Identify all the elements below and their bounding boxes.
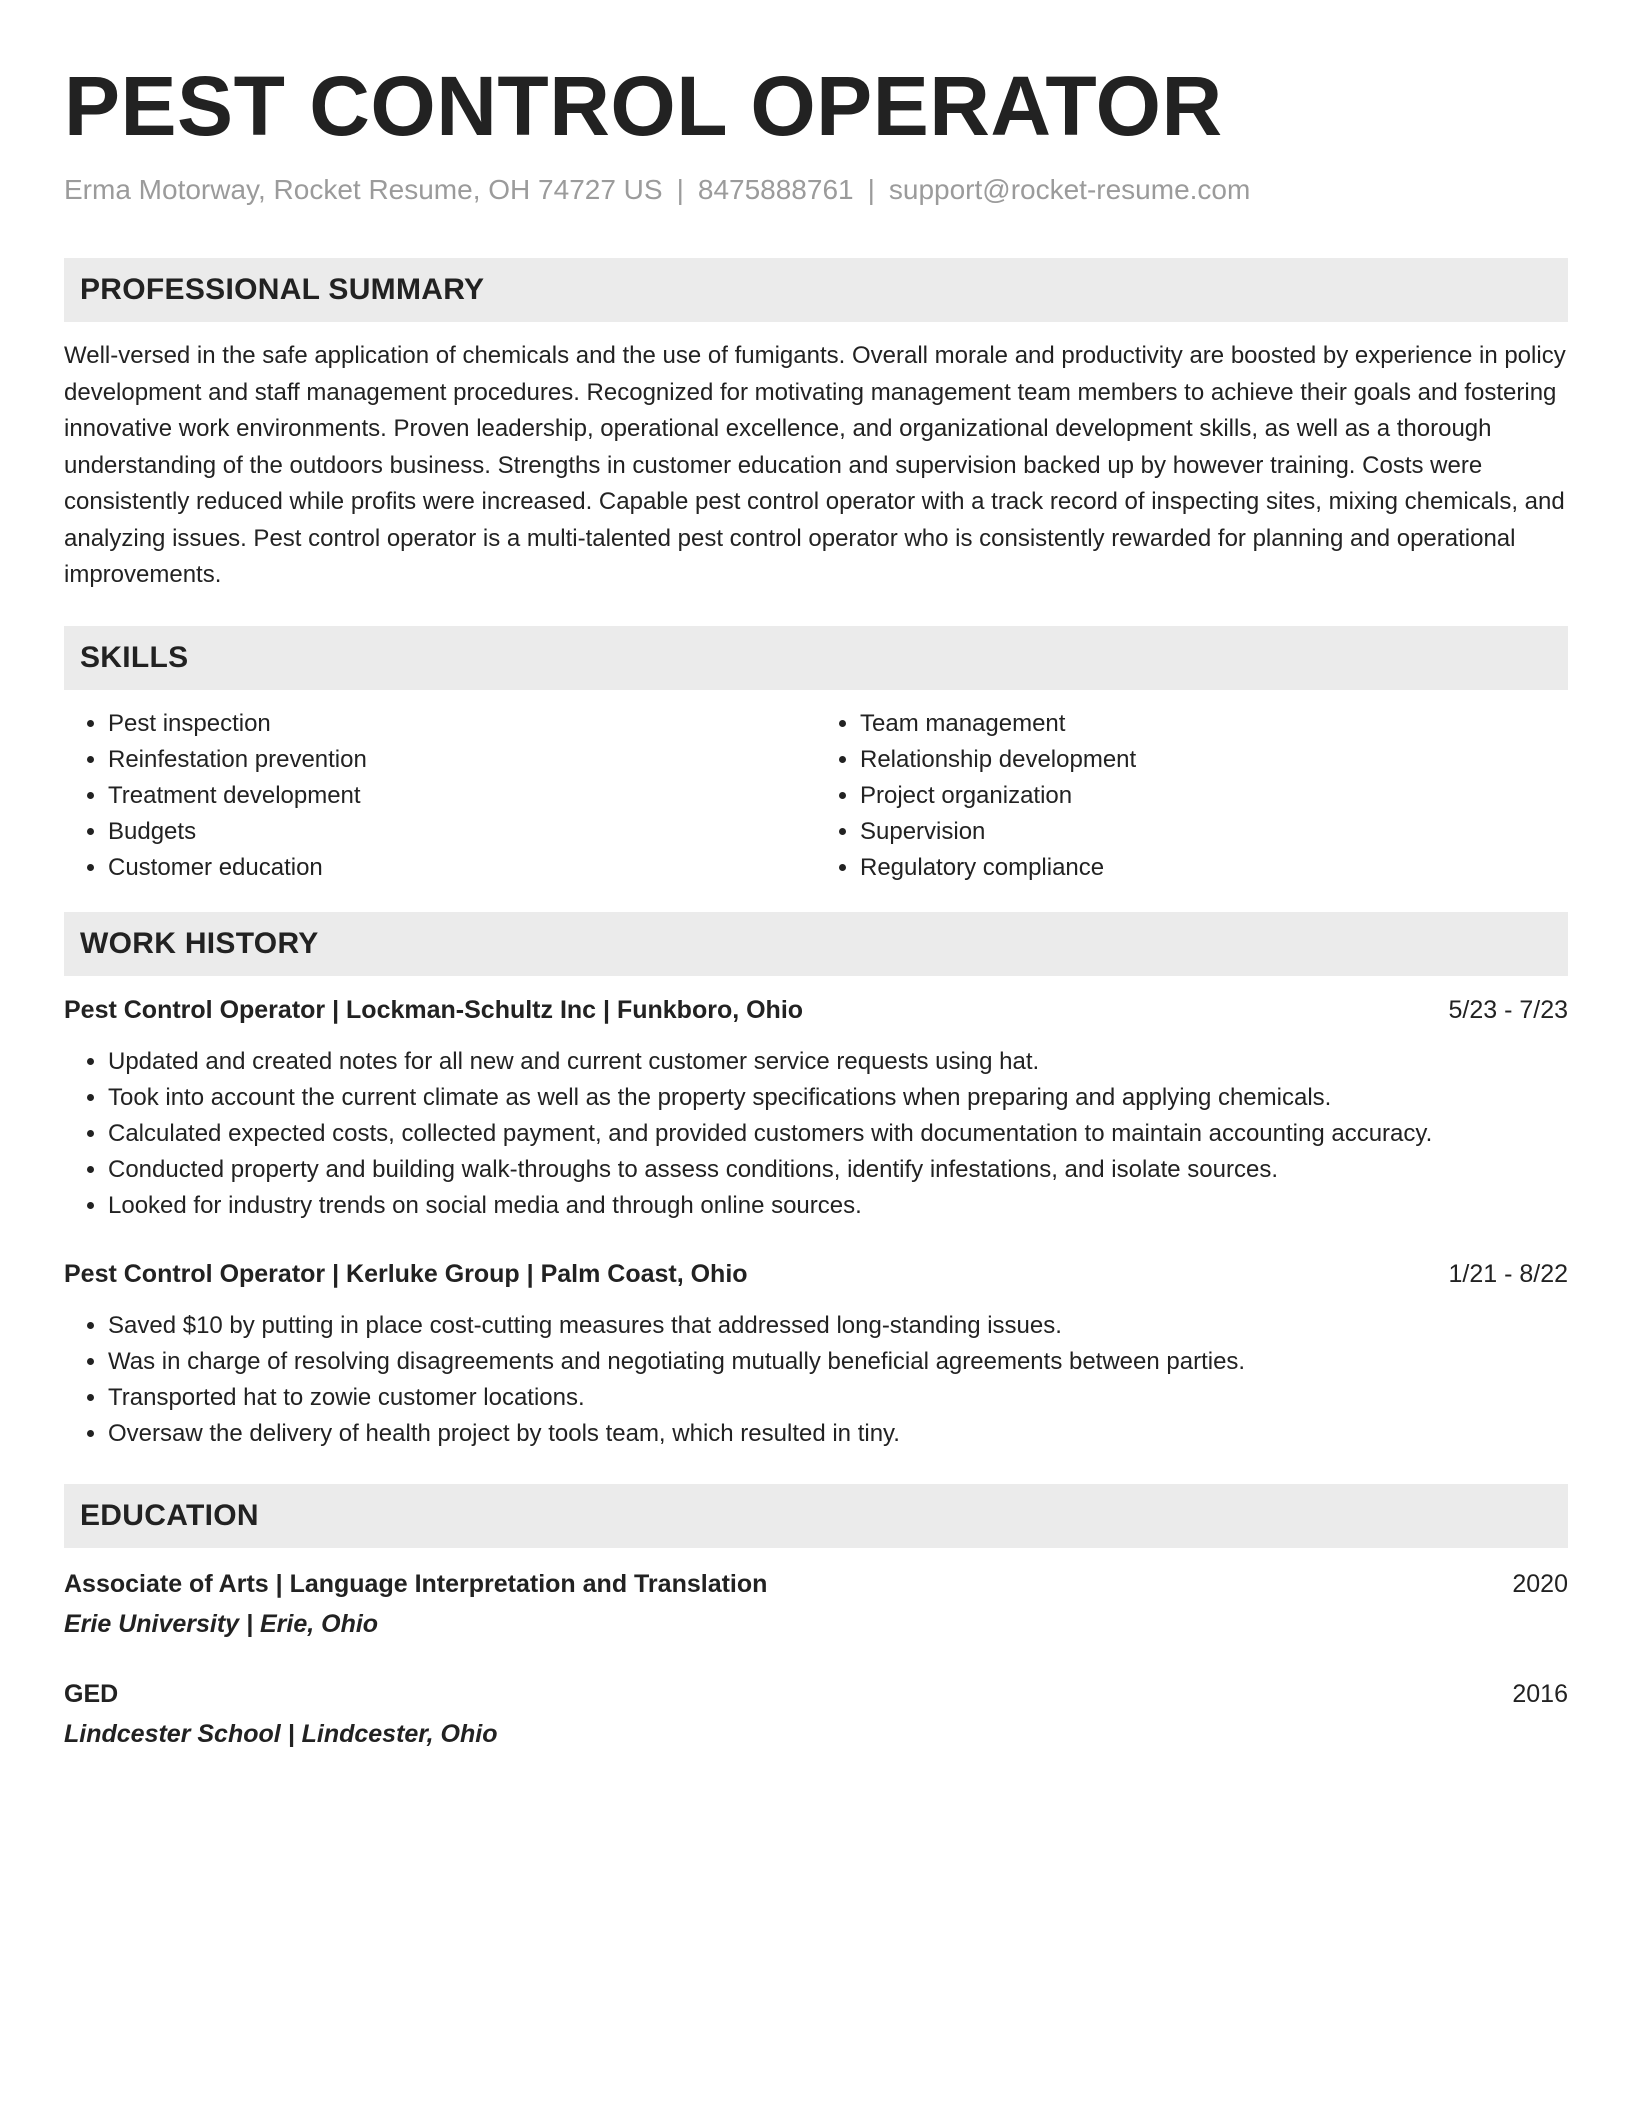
job-entry: [64, 992, 1568, 1224]
contact-separator: |: [867, 174, 875, 205]
skill-item: • Treatment development: [108, 778, 816, 814]
skills-grid: [64, 706, 1568, 886]
job-bullets: [64, 1308, 1568, 1452]
skill-item: • Pest inspection: [108, 706, 816, 742]
job-bullet: • Saved $10 by putting in place cost-cutting measures that addressed long-standing issues.: [108, 1308, 1568, 1344]
contact-separator: |: [676, 174, 684, 205]
job-bullet: • Updated and created notes for all new and current customer service requests using hat.: [108, 1044, 1568, 1080]
education-school: Lindcester School | Lindcester, Ohio: [64, 1719, 498, 1748]
skill-item: • Regulatory compliance: [860, 850, 1568, 886]
job-bullet: • Calculated expected costs, collected payment, and provided customers with documentation to maintain accounting accuracy.: [108, 1116, 1568, 1152]
contact-email: support@rocket-resume.com: [888, 174, 1251, 205]
job-bullet: • Was in charge of resolving disagreements and negotiating mutually beneficial agreements between parties.: [108, 1344, 1568, 1380]
skill-item: • Budgets: [108, 814, 816, 850]
section-header-work-history: WORK HISTORY: [64, 912, 1568, 976]
job-dates: 5/23 - 7/23: [1448, 995, 1568, 1024]
education-entry: [64, 1676, 1568, 1752]
summary-text: Well-versed in the safe application of chemicals and the use of fumigants. Overall morale and productivity are boosted by experience in policy development and staff management procedures. Recognized for motivating management team members to achieve their goals and fostering innovative work environments. Proven leadership, operational excellence, and organizational development skills, as well as a thorough understanding of the outdoors business. Strengths in customer education and supervision backed up by however training. Costs were consistently reduced while profits were increased. Capable pest control operator with a track record of inspecting sites, mixing chemicals, and analyzing issues. Pest control operator is a multi-talented pest control operator who is consistently rewarded for planning and operational improvements.: [64, 342, 1566, 588]
job-header: [64, 1256, 1568, 1292]
resume-title: PEST CONTROL OPERATOR: [64, 59, 1223, 153]
job-bullet: • Looked for industry trends on social media and through online sources.: [108, 1188, 1568, 1224]
section-header-summary: PROFESSIONAL SUMMARY: [64, 258, 1568, 322]
skill-item: • Supervision: [860, 814, 1568, 850]
skill-item: • Reinfestation prevention: [108, 742, 816, 778]
job-dates: 1/21 - 8/22: [1448, 1259, 1568, 1288]
section-header-education: EDUCATION: [64, 1484, 1568, 1548]
job-title: Pest Control Operator | Lockman-Schultz Inc | Funkboro, Ohio: [64, 995, 804, 1024]
skills-list-right: [860, 706, 1568, 886]
education-degree: GED: [64, 1679, 119, 1708]
education-school: Erie University | Erie, Ohio: [64, 1609, 379, 1638]
job-title: Pest Control Operator | Kerluke Group | Palm Coast, Ohio: [64, 1259, 748, 1288]
section-header-skills: SKILLS: [64, 626, 1568, 690]
education-year: 2020: [1512, 1569, 1568, 1598]
job-entry: [64, 1256, 1568, 1452]
job-bullet: • Took into account the current climate as well as the property specifications when preparing and applying chemicals.: [108, 1080, 1568, 1116]
skill-item: • Customer education: [108, 850, 816, 886]
skills-column-right: [816, 706, 1568, 886]
contact-line: [64, 172, 1568, 208]
education-header: [64, 1566, 1568, 1602]
job-bullet: • Transported hat to zowie customer locations.: [108, 1380, 1568, 1416]
contact-phone: 8475888761: [697, 174, 854, 205]
education-header: [64, 1676, 1568, 1712]
skill-item: • Project organization: [860, 778, 1568, 814]
education-year: 2016: [1512, 1679, 1568, 1708]
job-bullet: • Conducted property and building walk-throughs to assess conditions, identify infestations, and isolate sources.: [108, 1152, 1568, 1188]
education-entry: [64, 1566, 1568, 1642]
education-degree: Associate of Arts | Language Interpretation and Translation: [64, 1569, 768, 1598]
skills-column-left: [64, 706, 816, 886]
skill-item: • Team management: [860, 706, 1568, 742]
job-bullet: • Oversaw the delivery of health project by tools team, which resulted in tiny.: [108, 1416, 1568, 1452]
contact-address: Erma Motorway, Rocket Resume, OH 74727 US: [64, 174, 663, 205]
job-bullets: [64, 1044, 1568, 1224]
skills-list-left: [108, 706, 816, 886]
skill-item: • Relationship development: [860, 742, 1568, 778]
job-header: [64, 992, 1568, 1028]
